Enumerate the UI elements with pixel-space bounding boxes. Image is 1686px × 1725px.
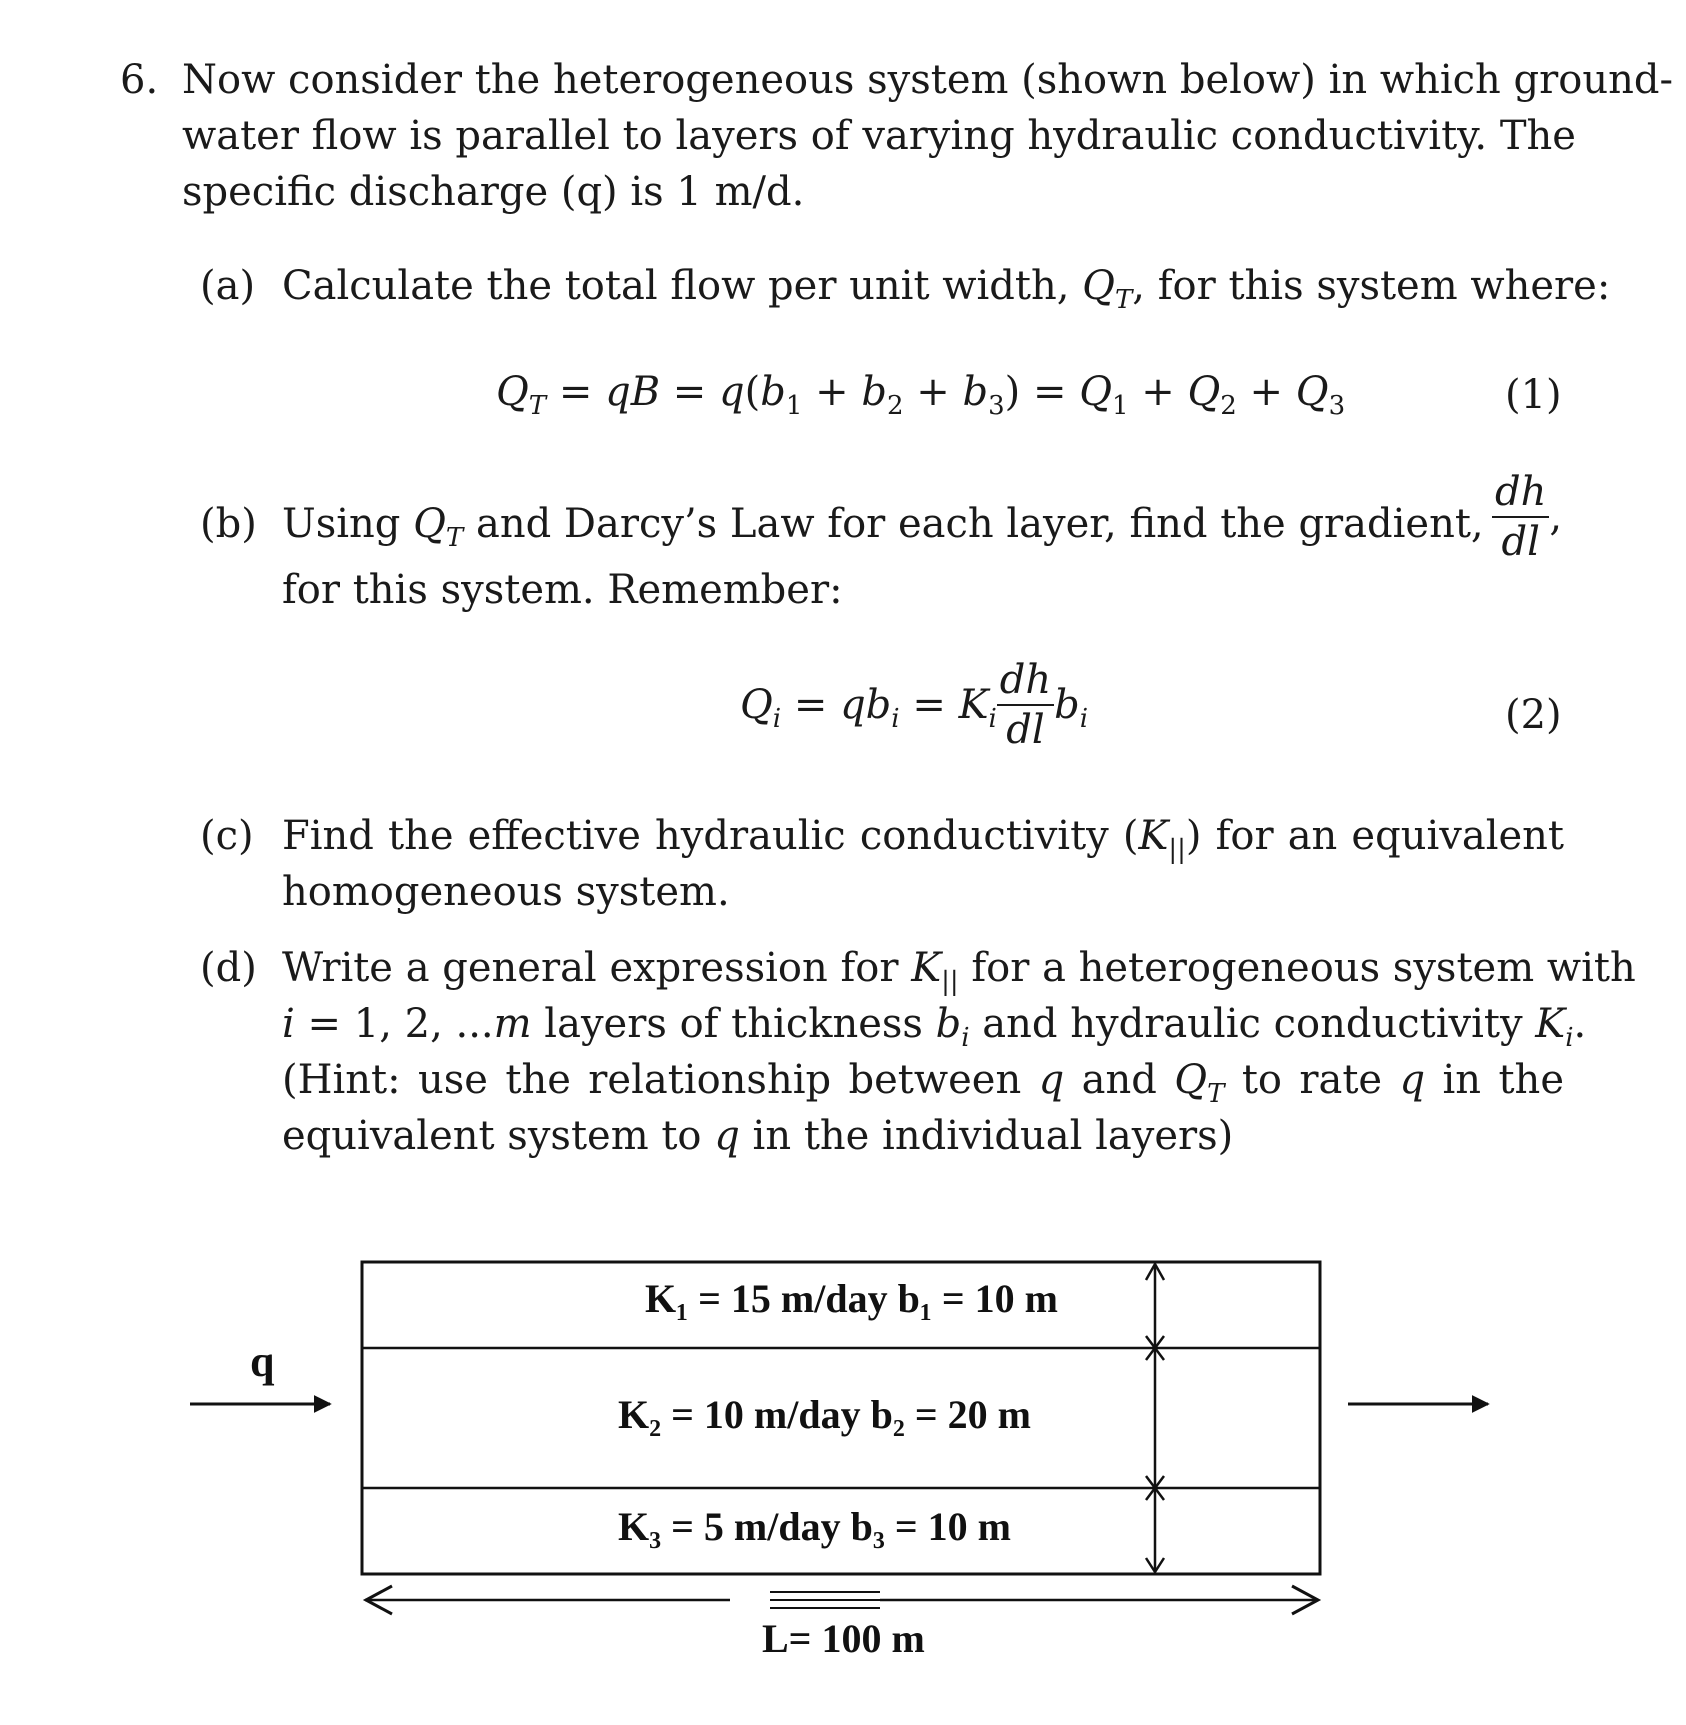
layer-3-label: K₃ = 5 m/day b₃ = 10 m [618, 1504, 1011, 1549]
part-c-label: (c) [200, 813, 254, 859]
part-b-text-using: Using [282, 501, 414, 547]
flow-label-q: q [250, 1337, 275, 1386]
layer-1-label: K₁ = 15 m/day b₁ = 10 m [645, 1276, 1058, 1321]
equation-2-number: (2) [1505, 692, 1562, 738]
equation-1: $Q_T$ = qB = $q(b_1 + b_2 + b_3) = Q_1 + Q_2 + Q_3$ [496, 369, 1346, 421]
part-d-text-conductivity: and hydraulic conductivity [969, 1001, 1536, 1047]
intro-line-1: Now consider the heterogeneous system (shown below) in which ground- [182, 57, 1673, 103]
part-a-label: (a) [200, 263, 256, 309]
part-d-text-individual: in the individual layers) [739, 1113, 1234, 1159]
part-d-text-write: Write a general expression for [282, 945, 912, 991]
equation-1-number: (1) [1505, 372, 1562, 418]
part-d-text-and: and [1064, 1057, 1175, 1103]
part-d-text-2: i = 1, 2, ...m layers of thickness $b_i$ and hydraulic conductivity $K_i$. [282, 1001, 1587, 1053]
intro-line-2: water flow is parallel to layers of varying hydraulic conductivity. The [182, 113, 1576, 159]
part-d-text-rate: to rate [1224, 1057, 1400, 1103]
part-d-text-equivalent: equivalent system to [282, 1113, 715, 1159]
k-parallel-symbol: $K_{||}$ [911, 945, 959, 997]
problem-number: 6. [120, 57, 159, 103]
layer-2-label: K₂ = 10 m/day b₂ = 20 m [618, 1392, 1031, 1437]
gradient-fraction: $\frac{dh}{dl}$ , [1492, 472, 1562, 562]
equation-2: $Q_i = qb_i = K_i$ $\frac{dh}{dl}$ $b_i$ [740, 657, 1089, 753]
part-d-text-3: (Hint: use the relationship between q and $Q_T$ to rate q in the [282, 1057, 1564, 1109]
part-a-text-end: , for this system where: [1132, 263, 1611, 309]
part-d-text-system: for a heterogeneous system with [958, 945, 1636, 991]
part-d-text-inthe: in the [1425, 1057, 1564, 1103]
part-d-text-4: equivalent system to q in the individual layers) [282, 1113, 1234, 1159]
part-b-label: (b) [200, 501, 257, 547]
length-label: L= 100 m [762, 1616, 925, 1661]
k-parallel-symbol: $K_{||}$ [1138, 813, 1186, 865]
part-b-text-darcy: and Darcy’s Law for each layer, find the gradient, [463, 501, 1484, 547]
part-c-text-start: Find the effective hydraulic conductivity ( [282, 813, 1139, 859]
part-b-text-2: for this system. Remember: [282, 567, 843, 613]
part-d-text-layers: layers of thickness [531, 1001, 936, 1047]
part-c-text-end: ) for an equivalent [1185, 813, 1564, 859]
qt-symbol: $Q_T$ [413, 501, 464, 553]
part-a-text-start: Calculate the total flow per unit width, [282, 263, 1083, 309]
intro-line-3: specific discharge (q) is 1 m/d. [182, 169, 805, 215]
qt-symbol: $Q_T$ [1082, 263, 1133, 315]
part-c-text-2: homogeneous system. [282, 869, 730, 915]
part-d-text-hint: (Hint: use the relationship between [282, 1057, 1039, 1103]
part-d-label: (d) [200, 945, 257, 991]
